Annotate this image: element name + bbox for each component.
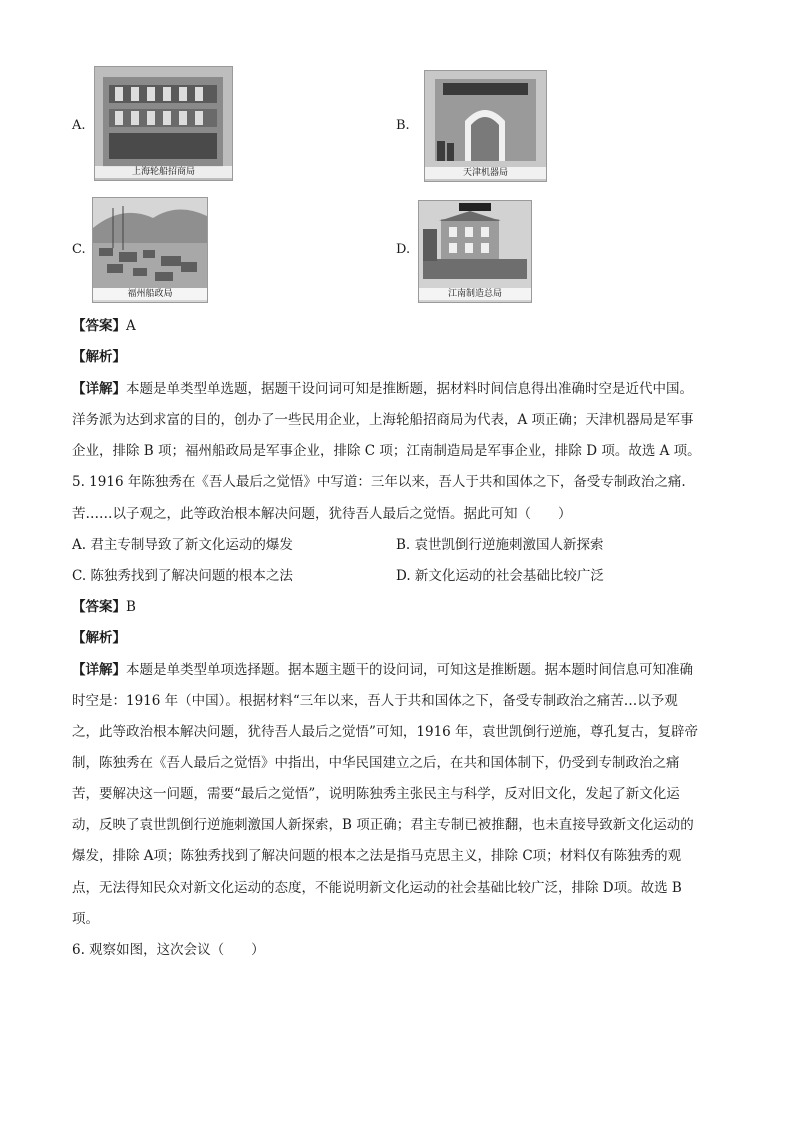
answer-tag: 【答案】 <box>72 599 126 615</box>
detail-text: 本题是单类型单项选择题。据本题主题干的设问词，可知这是推断题。据本题时间信息可知准确 <box>126 662 693 678</box>
q5-detail-line: 爆发，排除 A项；陈独秀找到了解决问题的根本之法是指马克思主义，排除 C项；材料仅有陈独秀的观 <box>72 848 682 864</box>
q4-detail-line: 洋务派为达到求富的目的，创办了一些民用企业，上海轮船招商局为代表，A 项正确；天津机器局是军事 <box>72 412 694 428</box>
q5-detail-line: 项。 <box>72 911 99 927</box>
answer-value: A <box>126 318 136 334</box>
q5-detail-line: 动，反映了袁世凯倒行逆施刺激国人新探索，B 项正确；君主专制已被推翻，也未直接导致新文化运动的 <box>72 817 694 833</box>
option-d-caption: 江南制造总局 <box>419 288 531 300</box>
q5-detail-line: 之，此等政治根本解决问题，犹待吾人最后之觉悟”可知，1916 年，袁世凯倒行逆施，尊孔复古，复辟帝 <box>72 724 699 740</box>
option-a-letter: A. <box>72 118 86 133</box>
option-a-photo <box>94 66 233 181</box>
q5-stem-line: 苦……以子观之，此等政治根本解决问题，犹待吾人最后之觉悟。据此可知（ ） <box>72 506 572 522</box>
q4-analysis-line <box>72 347 722 367</box>
q4-detail-line: 企业，排除 B 项；福州船政局是军事企业，排除 C 项；江南制造局是军事企业，排除 D 项。故选 A 项。 <box>72 443 701 459</box>
option-b-letter: B. <box>396 118 410 133</box>
detail-tag: 【详解】 <box>72 381 126 397</box>
option-d-photo <box>418 200 532 303</box>
option-b-caption: 天津机器局 <box>425 167 546 179</box>
option-a-caption: 上海轮船招商局 <box>95 166 232 178</box>
q5-stem-line: 5. 1916 年陈独秀在《吾人最后之觉悟》中写道：三年以来，吾人于共和国体之下，备受专制政治之痛. <box>72 474 686 490</box>
q5-choice-c: C. 陈独秀找到了解决问题的根本之法 <box>72 568 293 584</box>
analysis-tag: 【解析】 <box>72 630 126 646</box>
option-c-caption: 福州船政局 <box>93 288 207 300</box>
q5-choice-d: D. 新文化运动的社会基础比较广泛 <box>396 568 604 584</box>
option-d-letter: D. <box>396 242 411 257</box>
option-c-letter: C. <box>72 242 86 257</box>
detail-tag: 【详解】 <box>72 662 126 678</box>
q5-detail-line: 时空是：1916 年（中国）。根据材料“三年以来，吾人于共和国体之下，备受专制政治之痛苦…以予观 <box>72 693 678 709</box>
q5-detail-line: 苦，要解决这一问题，需要“最后之觉悟”，说明陈独秀主张民主与科学，反对旧文化，发起了新文化运 <box>72 786 680 802</box>
q6-stem-line: 6. 观察如图，这次会议（ ） <box>72 942 265 958</box>
building-photo-icon <box>95 67 232 180</box>
shipyard-photo-icon <box>93 198 207 302</box>
answer-value: B <box>126 599 136 615</box>
q5-detail-line: 点，无法得知民众对新文化运动的态度，不能说明新文化运动的社会基础比较广泛，排除 D项。故选 B <box>72 880 682 896</box>
q5-detail-line: 制，陈独秀在《吾人最后之觉悟》中指出，中华民国建立之后，在共和国体制下，仍受到专制政治之痛 <box>72 755 680 771</box>
q4-answer-line <box>72 316 722 336</box>
gate-photo-icon <box>425 71 546 181</box>
answer-tag: 【答案】 <box>72 318 126 334</box>
q5-detail-line <box>72 660 722 680</box>
q5-choice-b: B. 袁世凯倒行逆施刺激国人新探索 <box>396 537 604 553</box>
arsenal-photo-icon <box>419 201 531 302</box>
q5-analysis-line <box>72 628 722 648</box>
detail-text: 本题是单类型单选题，据题干设问词可知是推断题，据材料时间信息得出准确时空是近代中国。 <box>126 381 693 397</box>
option-b-photo <box>424 70 547 182</box>
q5-choice-a: A. 君主专制导致了新文化运动的爆发 <box>72 537 293 553</box>
q5-answer-line <box>72 597 722 617</box>
q4-detail-line <box>72 379 722 399</box>
analysis-tag: 【解析】 <box>72 349 126 365</box>
option-c-photo <box>92 197 208 303</box>
